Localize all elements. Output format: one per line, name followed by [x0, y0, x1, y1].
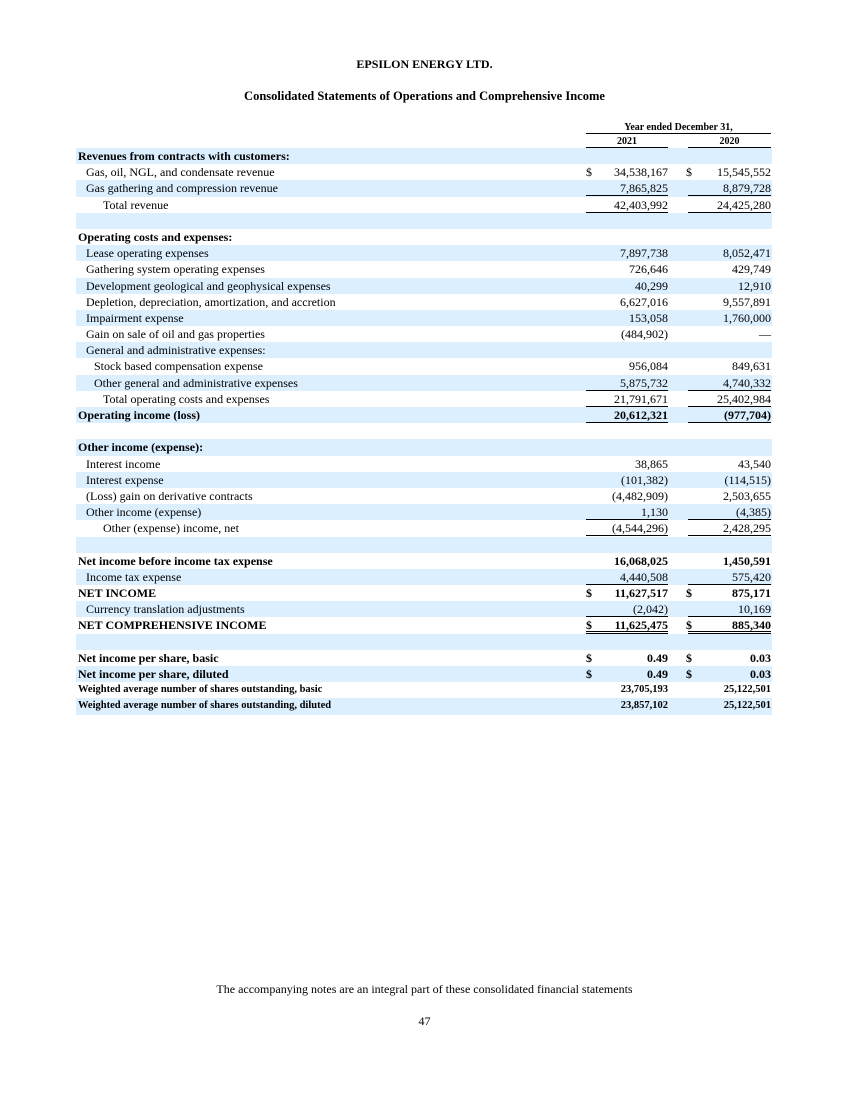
- row-label: NET INCOME: [78, 586, 157, 601]
- table-row: [76, 148, 772, 164]
- value-2020: 429,749: [732, 262, 771, 277]
- table-row: [76, 472, 772, 488]
- value-2021: 34,538,167: [614, 165, 668, 180]
- statement-title: Consolidated Statements of Operations and Comprehensive Income: [244, 89, 605, 103]
- page-number: 47: [418, 1014, 431, 1028]
- table-row: [76, 245, 772, 261]
- value-2020: 1,760,000: [723, 310, 771, 325]
- value-2020: 15,545,552: [717, 165, 771, 180]
- table-row: [76, 569, 772, 585]
- currency-symbol-2021: $: [586, 165, 592, 180]
- row-label: Depletion, depreciation, amortization, and accretion: [86, 294, 336, 309]
- row-label: Other (expense) income, net: [103, 521, 239, 536]
- table-row: [76, 261, 772, 277]
- value-2021: 23,857,102: [620, 700, 668, 712]
- value-2020: 8,879,728: [688, 180, 771, 196]
- currency-symbol-2020: $: [686, 650, 692, 665]
- currency-symbol-2020: $: [686, 165, 692, 180]
- value-2020: (977,704): [688, 407, 771, 423]
- spacer-row: [76, 423, 772, 439]
- table-row: [76, 666, 772, 682]
- table-row: [76, 407, 772, 423]
- value-2021: 40,299: [635, 278, 668, 293]
- table-row: [76, 342, 772, 358]
- row-label: Weighted average number of shares outstanding, basic: [78, 684, 323, 696]
- currency-symbol-2020: $: [686, 667, 692, 681]
- value-2021: 153,058: [629, 310, 668, 325]
- value-2021: 38,865: [635, 456, 668, 471]
- year-2020-header: 2020: [688, 136, 771, 148]
- value-2020: 9,557,891: [723, 294, 771, 309]
- table-row: [76, 391, 772, 407]
- value-2021: 4,440,508: [586, 569, 668, 585]
- value-2021: (2,042): [586, 601, 668, 617]
- value-2020: —: [759, 327, 771, 342]
- value-2021: 20,612,321: [586, 407, 668, 423]
- footer-note: The accompanying notes are an integral part of these consolidated financial statements: [216, 982, 633, 996]
- value-2020: 10,169: [688, 601, 771, 617]
- row-label: Net income per share, basic: [78, 650, 219, 665]
- value-2021: 726,646: [629, 262, 668, 277]
- row-label: Other income (expense): [86, 505, 202, 520]
- value-2020: (4,385): [688, 504, 771, 520]
- row-label: Interest income: [86, 456, 161, 471]
- table-row: [76, 326, 772, 342]
- row-label: Revenues from contracts with customers:: [78, 149, 290, 163]
- currency-symbol-2020: $: [686, 618, 692, 633]
- value-2020: 2,428,295: [688, 520, 771, 536]
- table-row: [76, 375, 772, 391]
- value-2021: 42,403,992: [586, 197, 668, 213]
- spacer-row: [76, 537, 772, 553]
- company-name: EPSILON ENERGY LTD.: [356, 57, 493, 71]
- value-2021: 0.49: [647, 650, 668, 665]
- value-2020: 25,122,501: [723, 700, 771, 712]
- row-label: Currency translation adjustments: [86, 602, 245, 617]
- value-2020: 12,910: [738, 278, 771, 293]
- value-2021: 956,084: [629, 359, 668, 374]
- spacer-row: [76, 634, 772, 650]
- value-2020: 4,740,332: [688, 375, 771, 391]
- table-row: [76, 439, 772, 455]
- value-2021: 7,865,825: [586, 180, 668, 196]
- value-2021: 7,897,738: [620, 246, 668, 261]
- value-2020: 0.03: [750, 650, 771, 665]
- row-label: Stock based compensation expense: [94, 359, 263, 374]
- table-row: [76, 553, 772, 569]
- value-2021: (484,902): [621, 327, 668, 342]
- value-2020: 575,420: [688, 569, 771, 585]
- row-label: Gas, oil, NGL, and condensate revenue: [86, 165, 275, 180]
- value-2020: 43,540: [738, 456, 771, 471]
- period-header: Year ended December 31,: [586, 122, 771, 134]
- value-2021: (4,544,296): [586, 520, 668, 536]
- currency-symbol-2021: $: [586, 586, 592, 601]
- table-row: [76, 601, 772, 617]
- table-row: [76, 164, 772, 180]
- spacer-row: [76, 213, 772, 229]
- row-label: Operating costs and expenses:: [78, 229, 233, 244]
- table-row: [76, 294, 772, 310]
- value-2020: 0.03: [750, 667, 771, 681]
- value-2021: (101,382): [621, 472, 668, 487]
- currency-symbol-2020: $: [686, 586, 692, 601]
- row-label: Net income per share, diluted: [78, 667, 229, 681]
- currency-symbol-2021: $: [586, 650, 592, 665]
- row-label: Gain on sale of oil and gas properties: [86, 327, 265, 342]
- table-row: [76, 358, 772, 374]
- row-label: General and administrative expenses:: [86, 343, 266, 358]
- value-2020: 849,631: [732, 359, 771, 374]
- value-2020: 8,052,471: [723, 246, 771, 261]
- row-label: Weighted average number of shares outstanding, diluted: [78, 700, 332, 712]
- table-row: [76, 180, 772, 196]
- value-2020: 1,450,591: [723, 553, 771, 568]
- table-row: [76, 229, 772, 245]
- year-2021-header: 2021: [586, 136, 668, 148]
- row-label: Gathering system operating expenses: [86, 262, 265, 277]
- currency-symbol-2021: $: [586, 618, 592, 633]
- value-2020: 25,402,984: [688, 391, 771, 407]
- value-2020: (114,515): [724, 472, 771, 487]
- table-row: [76, 197, 772, 213]
- table-row: [76, 504, 772, 520]
- table-row: [76, 456, 772, 472]
- value-2021: 11,627,517: [614, 586, 668, 601]
- value-2020: 2,503,655: [723, 488, 771, 503]
- row-label: Development geological and geophysical expenses: [86, 278, 331, 293]
- row-label: Lease operating expenses: [86, 246, 209, 261]
- value-2020: 885,340: [688, 617, 771, 634]
- value-2020: 24,425,280: [688, 197, 771, 213]
- value-2021: 16,068,025: [614, 553, 668, 568]
- table-row: [76, 585, 772, 601]
- value-2021: 21,791,671: [586, 391, 668, 407]
- row-label: NET COMPREHENSIVE INCOME: [78, 618, 267, 633]
- table-row: [76, 650, 772, 666]
- table-row: [76, 278, 772, 294]
- value-2020: 875,171: [732, 586, 771, 601]
- value-2021: 6,627,016: [620, 294, 668, 309]
- value-2021: 5,875,732: [586, 375, 668, 391]
- table-row: [76, 520, 772, 536]
- value-2021: 11,625,475: [586, 617, 668, 634]
- row-label: Other income (expense):: [78, 440, 204, 455]
- table-row: [76, 488, 772, 504]
- row-label: Gas gathering and compression revenue: [86, 181, 278, 196]
- row-label: Interest expense: [86, 472, 164, 487]
- row-label: Total operating costs and expenses: [103, 391, 270, 406]
- currency-symbol-2021: $: [586, 667, 592, 681]
- row-label: Total revenue: [103, 197, 169, 212]
- table-row: [76, 617, 772, 633]
- table-row: [76, 682, 772, 698]
- statement-table: [76, 148, 772, 715]
- value-2021: 0.49: [647, 667, 668, 681]
- table-row: [76, 310, 772, 326]
- row-label: Other general and administrative expenses: [94, 375, 298, 390]
- table-row: [76, 698, 772, 714]
- row-label: Impairment expense: [86, 310, 184, 325]
- value-2021: (4,482,909): [612, 488, 668, 503]
- value-2021: 1,130: [586, 504, 668, 520]
- value-2020: 25,122,501: [723, 684, 771, 696]
- row-label: Income tax expense: [86, 569, 182, 584]
- row-label: (Loss) gain on derivative contracts: [86, 488, 253, 503]
- row-label: Operating income (loss): [78, 408, 200, 422]
- value-2021: 23,705,193: [620, 684, 668, 696]
- row-label: Net income before income tax expense: [78, 553, 273, 568]
